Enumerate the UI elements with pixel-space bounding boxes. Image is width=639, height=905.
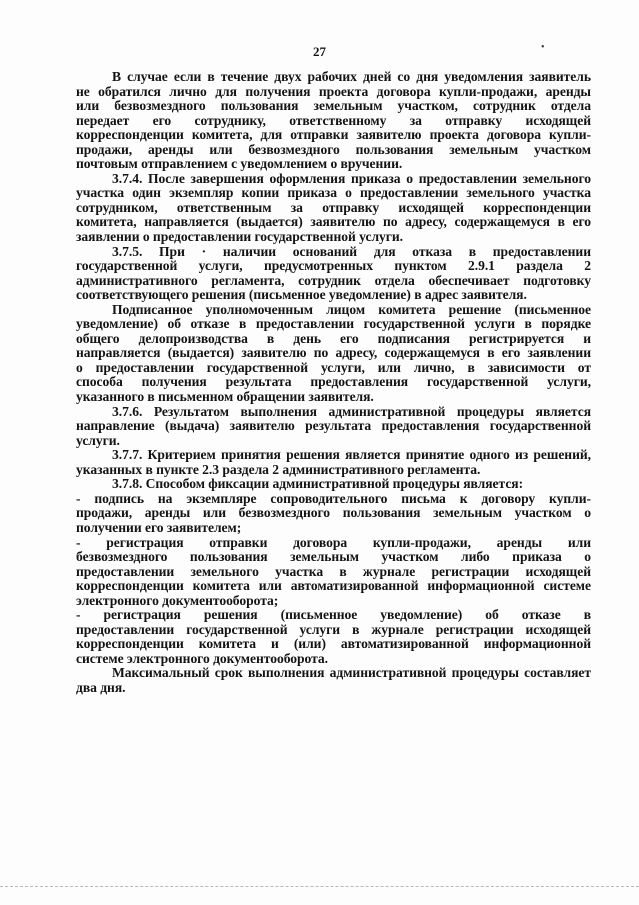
text-line: участка один экземпляр копии приказа о предоставлении земельного участка [76,185,591,201]
text-line: - регистрация отправки договора купли-продажи, аренды или [76,534,591,550]
text-line: - регистрация решения (письменное уведомление) об отказе в [76,607,591,623]
text-line: или безвозмездного пользования земельным участком, сотрудник отдела [76,98,591,114]
text-line: предоставлении земельного участка в журнале регистрации исходящей [76,563,591,579]
text-line: почтовым отправлением с уведомлением о вручении. [76,156,403,172]
text-line: комитета, направляется (выдается) заявителю по адресу, содержащемуся в его [76,214,591,230]
text-line: 3.7.4. После завершения оформления приказа о предоставлении земельного [112,170,591,186]
text-line: государственной услуги, предусмотренных пунктом 2.9.1 раздела 2 [76,258,591,274]
paragraph-3-7-6 [76,405,591,449]
paragraph-3-7-7 [76,448,591,477]
text-line: корреспонденции комитета и (или) автоматизированной информационной [76,636,591,652]
paragraph-3-7-8 [76,477,591,492]
text-line: соответствующего решения (письменное уведомление) в адрес заявителя. [76,287,527,303]
scan-speck: • [541,42,545,53]
text-line: направление (выдача) заявителю результата предоставления государственной [76,418,591,434]
text-line: 3.7.7. Критерием принятия решения является принятие одного из решений, [112,447,591,463]
text-line: Максимальный срок выполнения административной процедуры составляет [112,665,591,681]
document-body [76,70,591,696]
text-line: Подписанное уполномоченным лицом комитета решение (письменное [112,301,591,317]
paragraph-signed [76,303,591,405]
text-line: 3.7.8. Способом фиксации административной процедуры является: [112,476,524,492]
text-line: указанного в письменном обращении заявителя. [76,389,374,405]
text-line: передает его сотруднику, ответственному за отправку исходящей [76,112,591,128]
paragraph-intro [76,70,591,172]
text-line: о предоставлении государственной услуги, или лично, в зависимости от [76,359,591,375]
text-line: уведомление) об отказе в предоставлении государственной услуги в порядке [76,316,591,332]
text-line: электронного документооборота; [76,592,279,608]
scan-edge-line [0,886,639,887]
text-line: направляется (выдается) заявителю по адресу, содержащемуся в его заявлении [76,345,591,361]
text-line: получении его заявителем; [76,519,242,535]
paragraph-item-2 [76,536,591,609]
text-line: системе электронного документооборота. [76,650,328,666]
page-number: 27 [313,44,326,59]
text-line: заявлении о предоставлении государственной услуги. [76,229,404,245]
text-line: предоставлении государственной услуги в журнале регистрации исходящей [76,621,591,637]
text-line: услуги. [76,432,120,448]
text-line: В случае если в течение двух рабочих дней со дня уведомления заявитель [112,69,591,84]
paragraph-max-term [76,666,591,695]
text-line: безвозмездного пользования земельным участком либо приказа о [76,549,591,565]
text-line: корреспонденции комитета или автоматизированной информационной системе [76,578,591,594]
paragraph-item-3 [76,608,591,666]
paragraph-item-1 [76,492,591,536]
text-line: продажи, аренды или безвозмездного пользования земельным участком о [76,505,591,521]
text-line: общего делопроизводства в день его подписания регистрируется и [76,330,591,346]
text-line: административного регламента, сотрудник отдела обеспечивает подготовку [76,272,591,288]
text-line: способа получения результата предоставления государственной услуги, [76,374,591,390]
text-line: указанных в пункте 2.3 раздела 2 административного регламента. [76,461,481,477]
text-line: сотрудником, ответственным за отправку исходящей корреспонденции [76,199,591,215]
text-line: 3.7.6. Результатом выполнения административной процедуры является [112,403,591,419]
text-line: продажи, аренды или безвозмездного пользования земельным участком [76,141,591,157]
text-line: два дня. [76,679,126,695]
text-line: 3.7.5. При · наличии оснований для отказа в предоставлении [112,243,591,259]
text-line: корреспонденции комитета, для отправки заявителю проекта договора купли- [76,127,591,143]
paragraph-3-7-4 [76,172,591,245]
text-line: не обратился лично для получения проекта договора купли-продажи, аренды [76,83,591,99]
paragraph-3-7-5 [76,245,591,303]
text-line: - подпись на экземпляре сопроводительного письма к договору купли- [76,490,591,506]
